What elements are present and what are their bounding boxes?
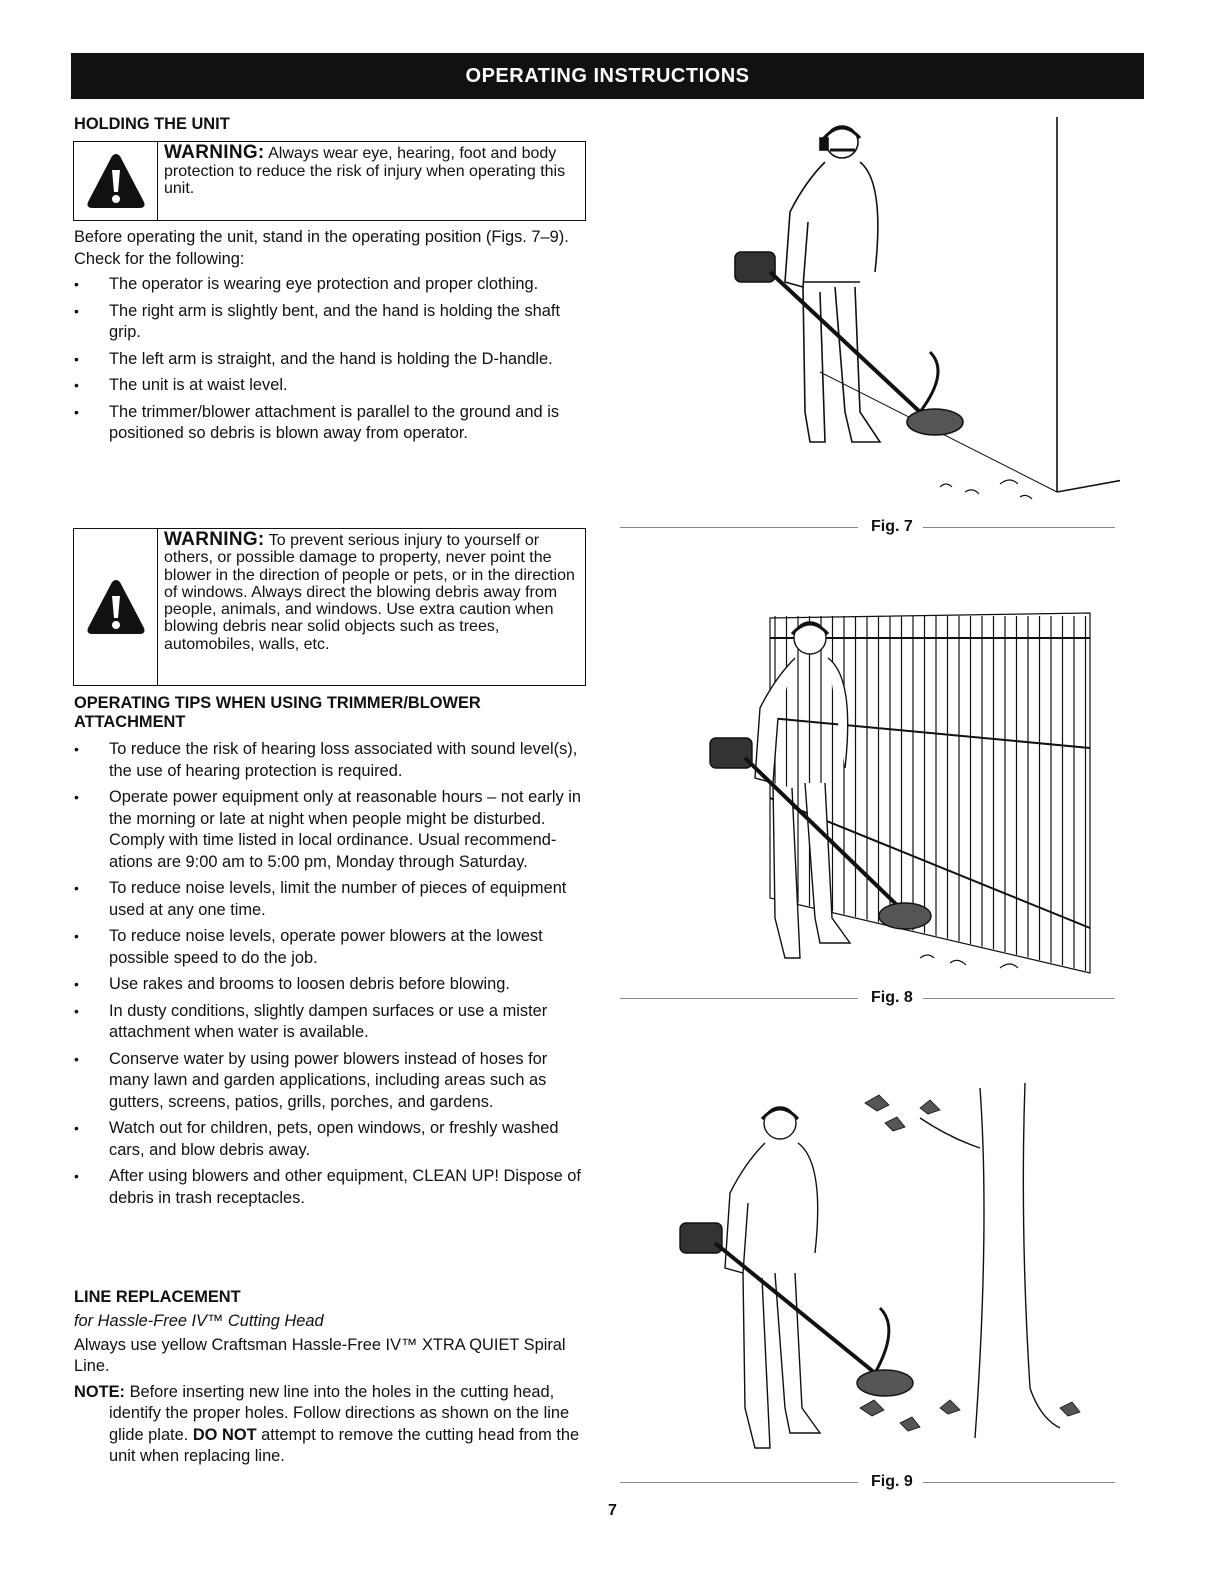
holding-checklist [74,274,586,445]
figure-8-label: Fig. 8 [871,989,913,1006]
caption-rule [620,1482,858,1483]
figure-7-caption [620,518,1115,536]
figure-8-caption [620,989,1115,1007]
caption-rule [923,1482,1115,1483]
line-heading: LINE REPLACEMENT [74,1288,241,1306]
list-item: • Operate power equipment only at reasonable hours – not early in the morning or late at night when people might be disturbed. Comply with time listed in local ordinance. Usual recommend-ations are 9:00 am to 5:00 pm, Monday through Saturday. [74,787,586,873]
line-note [74,1382,586,1468]
figure-8-illustration [620,598,1120,988]
list-item: • To reduce noise levels, limit the number of pieces of equipment used at any one time. [74,878,586,921]
holding-intro: Before operating the unit, stand in the operating position (Figs. 7–9). Check for the following: [74,228,569,268]
warning-1-body: Always wear eye, hearing, foot and body protection to reduce the risk of injury when operating this unit. [164,145,566,197]
list-item: • The left arm is straight, and the hand is holding the D-handle. [74,349,586,371]
note-bold: DO NOT [192,1425,257,1444]
figure-9-label: Fig. 9 [871,1473,913,1490]
list-item: • The right arm is slightly bent, and the hand is holding the shaft grip. [74,301,586,344]
list-item: • After using blowers and other equipment, CLEAN UP! Dispose of debris in trash receptacles. [74,1166,586,1209]
tips-list [74,739,586,1209]
line-paragraph: Always use yellow Craftsman Hassle-Free IV™ XTRA QUIET Spiral Line. [74,1335,566,1375]
caption-rule [620,527,858,528]
caption-rule [923,998,1115,999]
list-item: • In dusty conditions, slightly dampen surfaces or use a mister attachment when water is available. [74,1001,586,1044]
list-item: • The trimmer/blower attachment is parallel to the ground and is positioned so debris is blown away from operator. [74,402,586,445]
warning-triangle-icon [85,150,147,212]
note-text-b: attempt to remove the cutting head from the unit when replacing line. [109,1425,580,1465]
page-number: 7 [608,1502,617,1519]
list-item: • To reduce noise levels, operate power blowers at the lowest possible speed to do the job. [74,926,586,969]
holding-heading: HOLDING THE UNIT [74,115,230,133]
list-item: • Conserve water by using power blowers instead of hoses for many lawn and garden applications, including areas such as gutters, screens, patios, grills, porches, and gardens. [74,1049,586,1114]
note-label: NOTE: [74,1382,125,1401]
list-item: • To reduce the risk of hearing loss associated with sound level(s), the use of hearing protection is required. [74,739,586,782]
warning-box-1 [73,141,586,221]
figure-7-label: Fig. 7 [871,518,913,535]
figure-9-illustration [620,1078,1120,1478]
list-item: • Use rakes and brooms to loosen debris before blowing. [74,974,586,996]
warning-1-label: WARNING: [164,142,265,163]
warning-1-text [158,142,585,220]
caption-rule [620,998,858,999]
tips-heading: OPERATING TIPS WHEN USING TRIMMER/BLOWER ATTACHMENT [74,694,481,731]
warning-2-text [158,529,585,685]
warning-box-2 [73,528,586,686]
figure-7-illustration [620,112,1120,522]
warning-2-body: To prevent serious injury to yourself or others, or possible damage to property, never point the blower in the direction of people or pets, or in the direction of windows. Always direct the blowing debris away from people, animals, and windows. Use extra caution when blowing debris near solid objects such as trees, automobiles, walls, etc. [164,532,575,653]
caption-rule [923,527,1115,528]
line-replacement-section [74,1288,586,1468]
holding-body [74,227,586,450]
holding-section [74,115,586,134]
warning-triangle-icon [85,576,147,638]
line-subheading: for Hassle-Free IV™ Cutting Head [74,1312,324,1330]
figure-9-caption [620,1473,1115,1491]
warning-2-label: WARNING: [164,529,265,550]
list-item: • Watch out for children, pets, open windows, or freshly washed cars, and blow debris away. [74,1118,586,1161]
list-item: • The unit is at waist level. [74,375,586,397]
warning-icon-cell [74,529,158,685]
section-banner: OPERATING INSTRUCTIONS [71,53,1144,99]
tips-section [74,694,586,1214]
list-item: • The operator is wearing eye protection and proper clothing. [74,274,586,296]
note-text-a: Before inserting new line into the holes in the cutting head, identify the proper holes. Follow directions as shown on the line glide plate. [109,1382,570,1444]
warning-icon-cell [74,142,158,220]
